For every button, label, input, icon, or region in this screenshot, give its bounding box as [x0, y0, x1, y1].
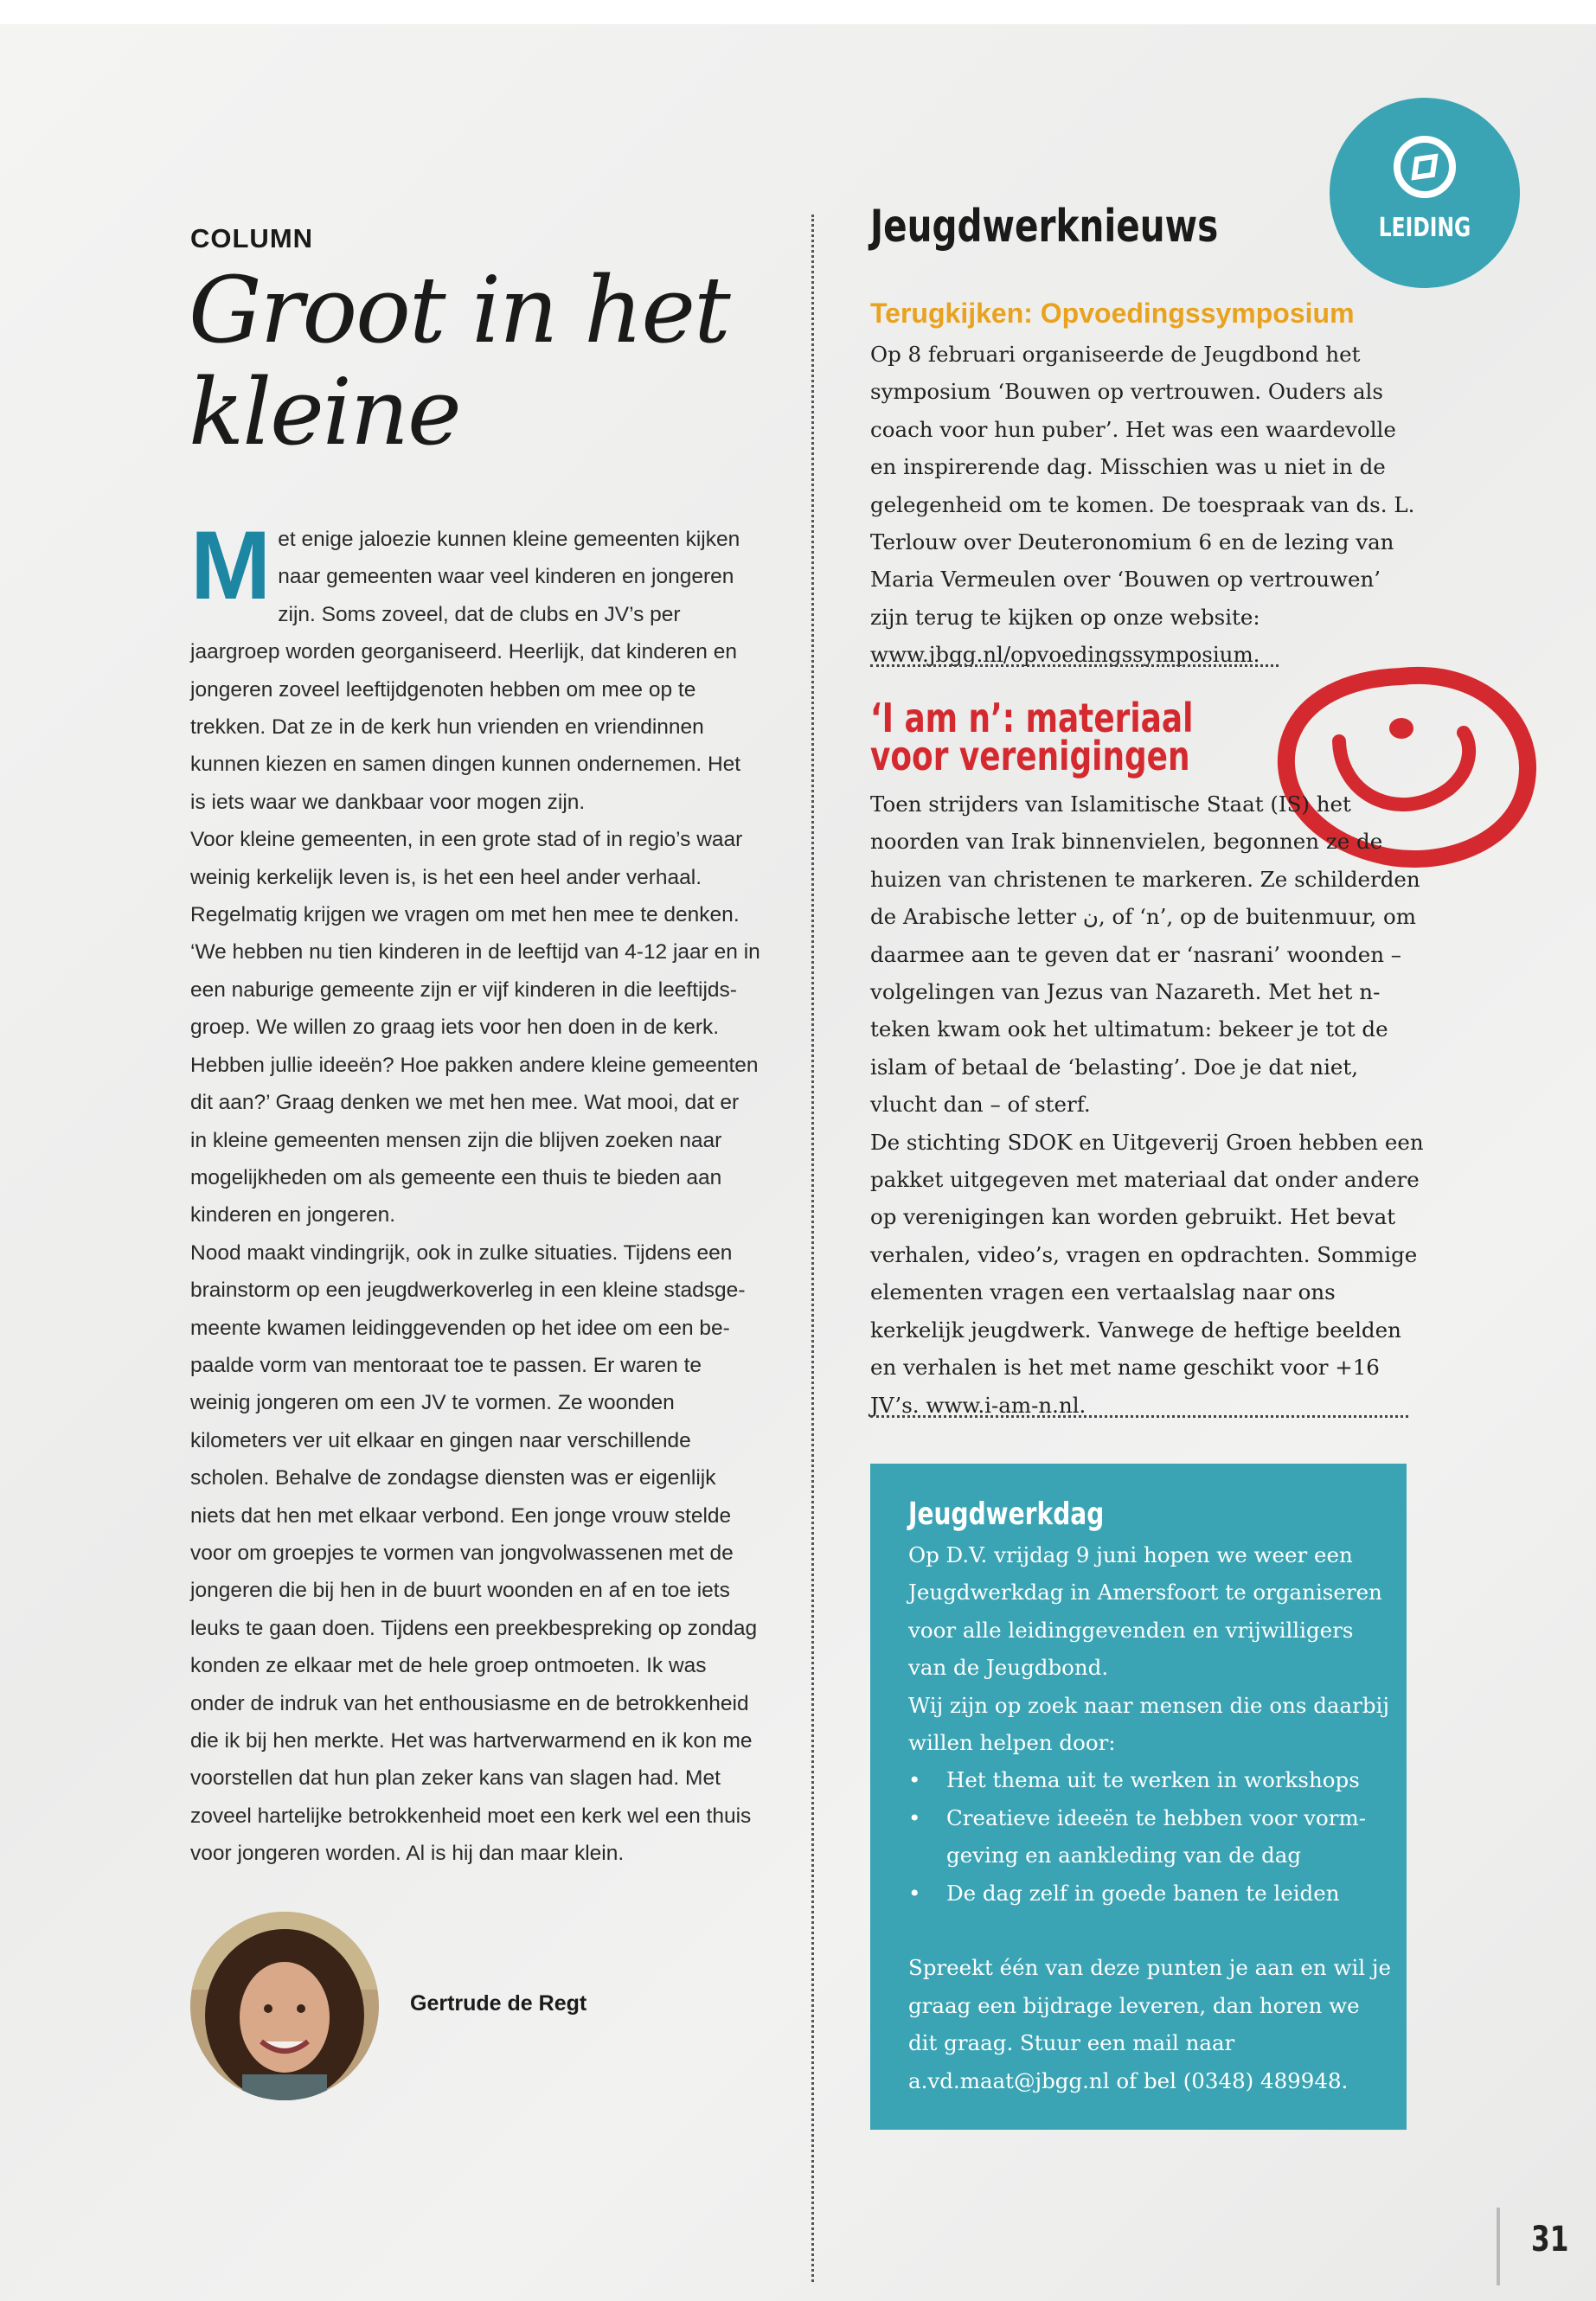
badge-label: LEIDING: [1378, 213, 1471, 243]
column-body: [190, 511, 761, 1873]
column-divider: [811, 215, 814, 2282]
author-name: Gertrude de Regt: [410, 1991, 587, 2016]
article2-heading: ‘I am n’: materiaal voor verenigingen: [870, 695, 1194, 779]
column-intro-text: et enige jaloezie kunnen kleine gemeenten kijken naar gemeenten waar veel kinderen en jongeren zijn. Soms zoveel, dat de clubs en JV’s per jaargroep worden georganiseerd. Heerlijk, dat kinderen en jongeren zoveel leeftijdgenoten hebben om mee op te trekken. Dat ze in de kerk hun vrienden en vriendinnen kunnen kiezen en samen dingen kunnen ondernemen. Het is iets waar we dankbaar voor mogen zijn.: [190, 528, 741, 814]
article1-heading: Terugkijken: Opvoedingssymposium: [870, 298, 1355, 329]
article1-text: Op 8 februari organiseerde de Jeugdbond het symposium ‘Bouwen op vertrouwen. Ouders als coach voor hun puber’. Het was een waardevolle en inspirerende dag. Misschien was u niet in de gelegenheid om te komen. De toespraak van ds. L. Terlouw over Deuteronomium 6 en de lezing van Maria Vermeulen over ‘Bouwen op vertrouwen’ zijn terug te kijken op onze website: www.jbgg.nl/opvoedingssymposium.: [870, 342, 1415, 668]
list-item: • De dag zelf in goede banen te leiden: [908, 1875, 1393, 1912]
column-intro-paragraph: [190, 511, 761, 821]
list-item: • Creatieve ideeën te hebben voor vormgeving en aankleding van de dag: [908, 1799, 1393, 1875]
column-kicker: COLUMN: [190, 223, 314, 253]
list-item: • Het thema uit te werken in workshops: [908, 1761, 1393, 1798]
article1-body: [870, 336, 1424, 674]
infobox-closing: Spreekt één van deze punten je aan en wil je graag een bijdrage leveren, dan horen we dit graag. Stuur een mail naar a.vd.maat@jbgg.nl of bel (0348) 489948.: [908, 1955, 1392, 2093]
infobox-title: Jeugdwerkdag: [908, 1497, 1105, 1532]
column-title: Groot in het kleine: [189, 257, 729, 465]
page-number-bar: [1497, 2208, 1500, 2285]
top-band: [0, 0, 1596, 24]
compass-icon: [1390, 132, 1459, 202]
separator: [870, 1415, 1408, 1418]
column-paragraph-2: Voor kleine gemeenten, in een grote stad of in regio’s waar weinig kerkelijk leven is, is het een heel ander verhaal. Regelmatig krijgen we vragen om met hen mee te denken. ‘We hebben nu tien kinderen in de leeftijd van 4-12 jaar en in een naburige gemeente zijn er vijf kinderen in die leeftijdsgroep. We willen zo graag iets voor hen doen in de kerk. Hebben jullie ideeën? Hoe pakken andere kleine gemeenten dit aan?’ Graag denken we met hen mee. Wat mooi, dat er in kleine gemeenten mensen zijn die blijven zoeken naar mogelijkheden om als gemeente een thuis te bieden aan kinderen en jongeren.: [190, 828, 760, 1227]
dropcap: M: [190, 511, 272, 619]
section-badge: [1330, 98, 1520, 288]
infobox-bullet-list: [908, 1761, 1393, 1912]
infobox-lead: Wij zijn op zoek naar mensen die ons daarbij willen helpen door:: [908, 1692, 1389, 1756]
page-number: 31: [1531, 2220, 1569, 2259]
infobox-intro: Op D.V. vrijdag 9 juni hopen we weer een Jeugdwerkdag in Amersfoort te organiseren voor alle leidinggevenden en vrijwilligers van de Jeugdbond.: [908, 1542, 1382, 1681]
separator: [870, 664, 1279, 667]
info-box: [870, 1464, 1407, 2130]
section-title: Jeugdwerknieuws: [870, 201, 1219, 253]
infobox-body: [908, 1536, 1393, 2099]
author-photo: [190, 1912, 379, 2100]
article2-body: [870, 785, 1424, 1424]
article2-paragraph-2: De stichting SDOK en Uitgeverij Groen hebben een pakket uitgegeven met materiaal dat onder andere op verenigingen kan worden gebruikt. Het bevat verhalen, video’s, vragen en opdrachten. Sommige elementen vragen een vertaalslag naar ons kerkelijk jeugdwerk. Vanwege de heftige beelden en verhalen is het met name geschikt voor +16 JV’s. www.i-am-n.nl.: [870, 1129, 1424, 1418]
article2-paragraph-1: Toen strijders van Islamitische Staat (IS) het noorden van Irak binnenvielen, begonnen ze de huizen van christenen te markeren. Ze schilderden de Arabische letter ن, of ‘n’, op de buitenmuur, om daarmee aan te geven dat er ‘nasrani’ woonden – volgelingen van Jezus van Nazareth. Met het n-teken kwam ook het ultimatum: bekeer je tot de islam of betaal de ‘belasting’. Doe je dat niet, vlucht dan – of sterf.: [870, 792, 1420, 1118]
column-paragraph-3: Nood maakt vindingrijk, ook in zulke situaties. Tijdens een brainstorm op een jeugdwerkoverleg in een kleine stadsgemeente kwamen leidinggevenden op het idee om een bepaalde vorm van mentoraat toe te passen. Er waren te weinig jongeren om een JV te vormen. Ze woonden kilometers ver uit elkaar en gingen naar verschillende scholen. Behalve de zondagse diensten was er eigenlijk niets dat hen met elkaar verbond. Een jonge vrouw stelde voor om groepjes te vormen van jongvolwassenen met de jongeren die bij hen in de buurt woonden en af en toe iets leuks te gaan doen. Tijdens een preekbespreking op zondag konden ze elkaar met de hele groep ontmoeten. Ik was onder de indruk van het enthousiasme en de betrokkenheid die ik bij hen merkte. Het was hartverwarmend en ik kon me voorstellen dat hun plan zeker kans van slagen had. Met zoveel hartelijke betrokkenheid moet een kerk wel een thuis voor jongeren worden. Al is hij dan maar klein.: [190, 1240, 758, 1866]
